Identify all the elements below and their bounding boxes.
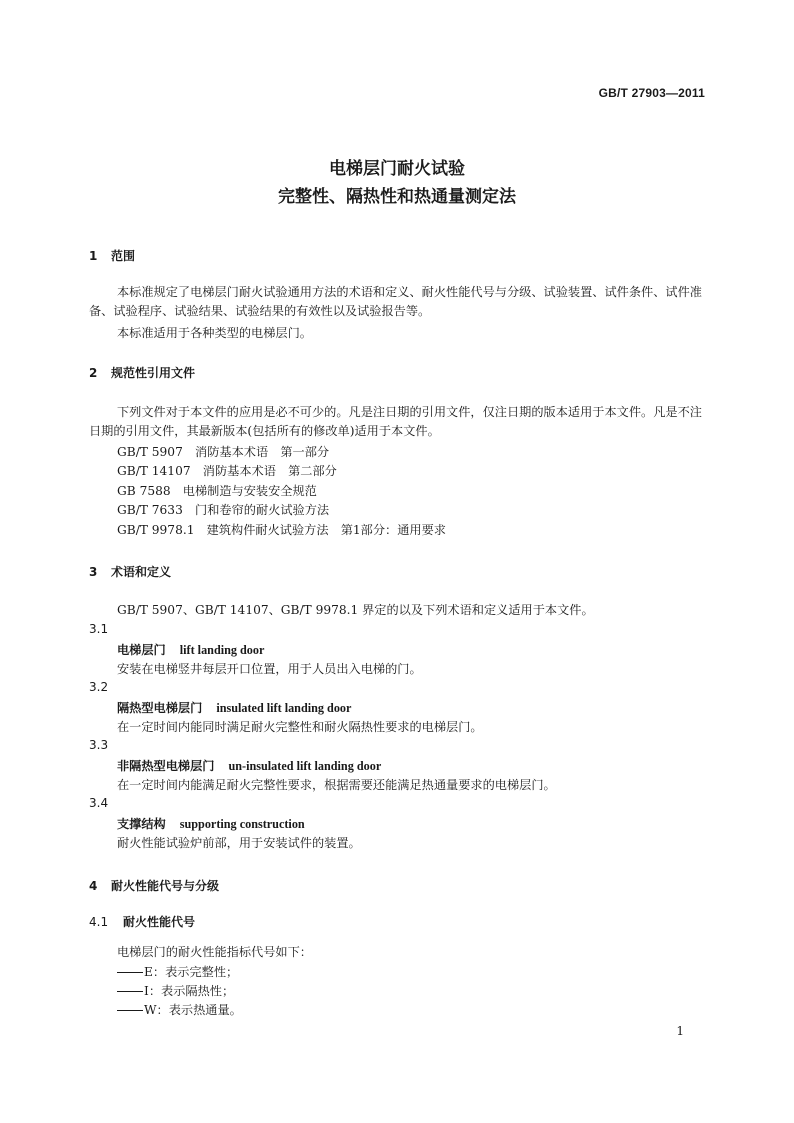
term-number: 3.1: [89, 622, 109, 636]
subsection-4-1-intro: 电梯层门的耐火性能指标代号如下：: [117, 945, 312, 959]
term-title: [117, 641, 264, 658]
section-title: 规范性引用文件: [111, 366, 196, 380]
term-en: supporting construction: [179, 817, 305, 831]
term-zh: 电梯层门: [117, 643, 166, 657]
list-item-text: I：表示隔热性；: [144, 984, 235, 998]
list-item-text: E：表示完整性；: [144, 965, 239, 979]
section-title: 术语和定义: [111, 565, 172, 579]
term-title: [117, 757, 381, 774]
reference-item: GB/T 5907 消防基本术语 第一部分: [117, 445, 330, 459]
subsection-number: 4.1: [89, 915, 109, 929]
section-3-intro: GB/T 5907、GB/T 14107、GB/T 9978.1 界定的以及下列术语和定义适用于本文件。: [117, 603, 594, 617]
section-4-heading: [89, 877, 219, 894]
list-item: [117, 963, 238, 980]
list-item: [117, 1001, 242, 1018]
term-zh: 非隔热型电梯层门: [117, 759, 215, 773]
section-1-paragraph-1: 本标准规定了电梯层门耐火试验通用方法的术语和定义、耐火性能代号与分级、试验装置、试件条件、试件准备、试验程序、试验结果、试验结果的有效性以及试验报告等。: [89, 285, 702, 318]
standard-code: GB/T 27903—2011: [598, 86, 705, 100]
document-title-line1: 电梯层门耐火试验: [329, 159, 465, 179]
reference-item: GB/T 14107 消防基本术语 第二部分: [117, 464, 337, 478]
section-number: 4: [89, 879, 98, 893]
term-definition: 安装在电梯竖井每层开口位置，用于人员出入电梯的门。: [117, 662, 422, 676]
section-number: 2: [89, 366, 98, 380]
term-definition: 在一定时间内能满足耐火完整性要求，根据需要还能满足热通量要求的电梯层门。: [117, 778, 556, 792]
term-definition: 耐火性能试验炉前部，用于安装试件的装置。: [117, 836, 361, 850]
reference-item: GB 7588 电梯制造与安装安全规范: [117, 484, 317, 498]
section-2-paragraph-1: 下列文件对于本文件的应用是必不可少的。凡是注日期的引用文件，仅注日期的版本适用于本文件。凡是不注日期的引用文件，其最新版本(包括所有的修改单)适用于本文件。: [89, 405, 702, 438]
dash-bullet: [117, 1010, 143, 1011]
list-item-text: W：表示热通量。: [144, 1003, 242, 1017]
section-number: 3: [89, 565, 98, 579]
term-title: [117, 815, 305, 832]
section-1-heading: [89, 247, 135, 264]
term-en: lift landing door: [179, 643, 265, 657]
reference-item: GB/T 9978.1 建筑构件耐火试验方法 第1部分：通用要求: [117, 523, 446, 537]
dash-bullet: [117, 972, 143, 973]
page-number: 1: [676, 1024, 684, 1038]
reference-item: GB/T 7633 门和卷帘的耐火试验方法: [117, 503, 330, 517]
subsection-title: 耐火性能代号: [123, 915, 196, 929]
section-title: 范围: [111, 249, 136, 263]
list-item: [117, 982, 234, 999]
section-2-heading: [89, 364, 195, 381]
dash-bullet: [117, 991, 143, 992]
term-zh: 隔热型电梯层门: [117, 701, 203, 715]
term-en: insulated lift landing door: [216, 701, 352, 715]
term-number: 3.3: [89, 738, 109, 752]
term-zh: 支撑结构: [117, 817, 166, 831]
section-1-paragraph-2: 本标准适用于各种类型的电梯层门。: [117, 326, 312, 340]
term-number: 3.2: [89, 680, 109, 694]
term-definition: 在一定时间内能同时满足耐火完整性和耐火隔热性要求的电梯层门。: [117, 720, 483, 734]
term-title: [117, 699, 351, 716]
subsection-4-1-heading: [89, 913, 195, 930]
document-title-line2: 完整性、隔热性和热通量测定法: [278, 187, 516, 207]
section-number: 1: [89, 249, 98, 263]
section-3-heading: [89, 563, 171, 580]
term-en: un-insulated lift landing door: [228, 759, 382, 773]
section-title: 耐火性能代号与分级: [111, 879, 220, 893]
term-number: 3.4: [89, 796, 109, 810]
